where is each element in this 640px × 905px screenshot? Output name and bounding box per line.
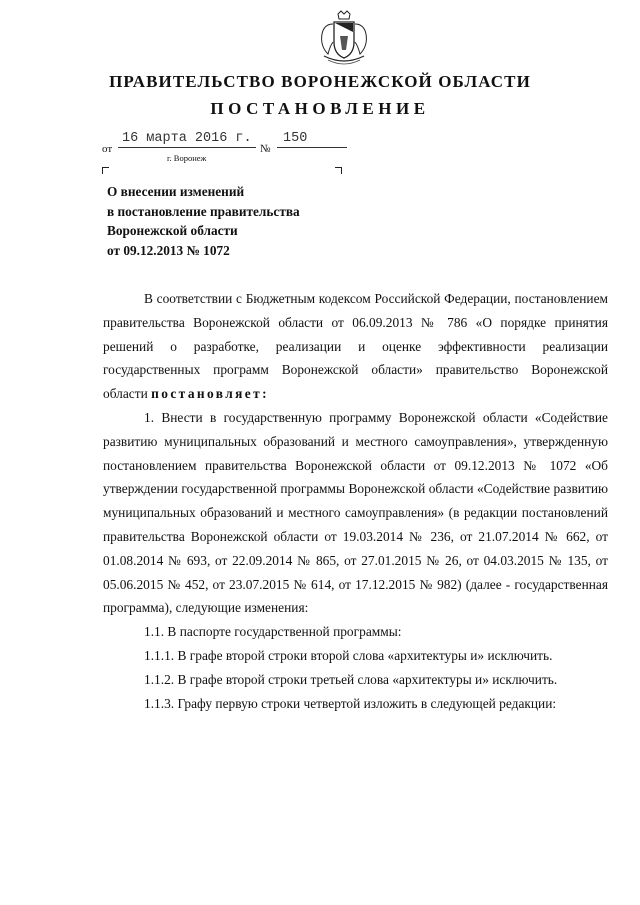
paragraph: 1. Внести в государственную программу Воронежской области «Содействие развитию муниципальных образований и местного самоуправления», утвержденную постановлением правительства Воронежской области от 09.12.2013 № 1072 «Об утверждении государственной программы Воронежской области «Содействие развитию муниципальных образований и местного самоуправления» (в редакции постановлений правительства Воронежской области от 19.03.2014 № 236, от 21.07.2014 № 662, от 01.08.2014 № 693, от 22.09.2014 № 865, от 27.01.2015 № 26, от 04.03.2015 № 135, от 05.06.2015 № 452, от 23.07.2015 № 614, от 17.12.2015 № 982) (далее - государственная программа), следующие изменения:: [103, 409, 608, 616]
document-body: [103, 287, 608, 715]
preamble-text: В соответствии с Бюджетным кодексом Российской Федерации, постановлением правительства Воронежской области от 06.09.2013 № 786 «О порядке принятия решений о разработке, реализации и оценке эффективности реализации государственных программ Воронежской области» правительство Воронежской области: [103, 291, 608, 402]
corner-mark-left: [102, 167, 109, 174]
subject-line: от 09.12.2013 № 1072: [107, 242, 230, 258]
document-subject: [107, 182, 367, 260]
preamble-paragraph: [103, 287, 608, 406]
subject-line: О внесении изменений: [107, 184, 245, 199]
corner-mark-right: [335, 167, 342, 174]
organization-name: ПРАВИТЕЛЬСТВО ВОРОНЕЖСКОЙ ОБЛАСТИ: [109, 72, 531, 91]
paragraph: 1.1. В паспорте государственной программы:: [144, 624, 402, 640]
number-label: №: [260, 143, 271, 155]
subject-line: в постановление правительства: [107, 203, 300, 219]
number-underline: [277, 147, 347, 148]
city: г. Воронеж: [167, 153, 207, 163]
document-date: 16 марта 2016 г.: [122, 131, 252, 146]
document-type: ПОСТАНОВЛЕНИЕ: [210, 99, 430, 118]
date-label: от: [102, 143, 113, 155]
paragraph: 1.1.3. Графу первую строки четвертой изложить в следующей редакции:: [144, 695, 557, 711]
paragraph: 1.1.1. В графе второй строки второй слова «архитектуры и» исключить.: [144, 647, 553, 663]
document-meta: [102, 132, 362, 168]
date-underline: [118, 147, 256, 148]
resolution-verb: постановляет:: [151, 386, 269, 402]
coat-of-arms-icon: [318, 10, 370, 68]
paragraph: 1.1.2. В графе второй строки третьей слова «архитектуры и» исключить.: [144, 671, 558, 687]
document-number: 150: [283, 131, 308, 146]
subject-line: Воронежской области: [107, 223, 238, 238]
